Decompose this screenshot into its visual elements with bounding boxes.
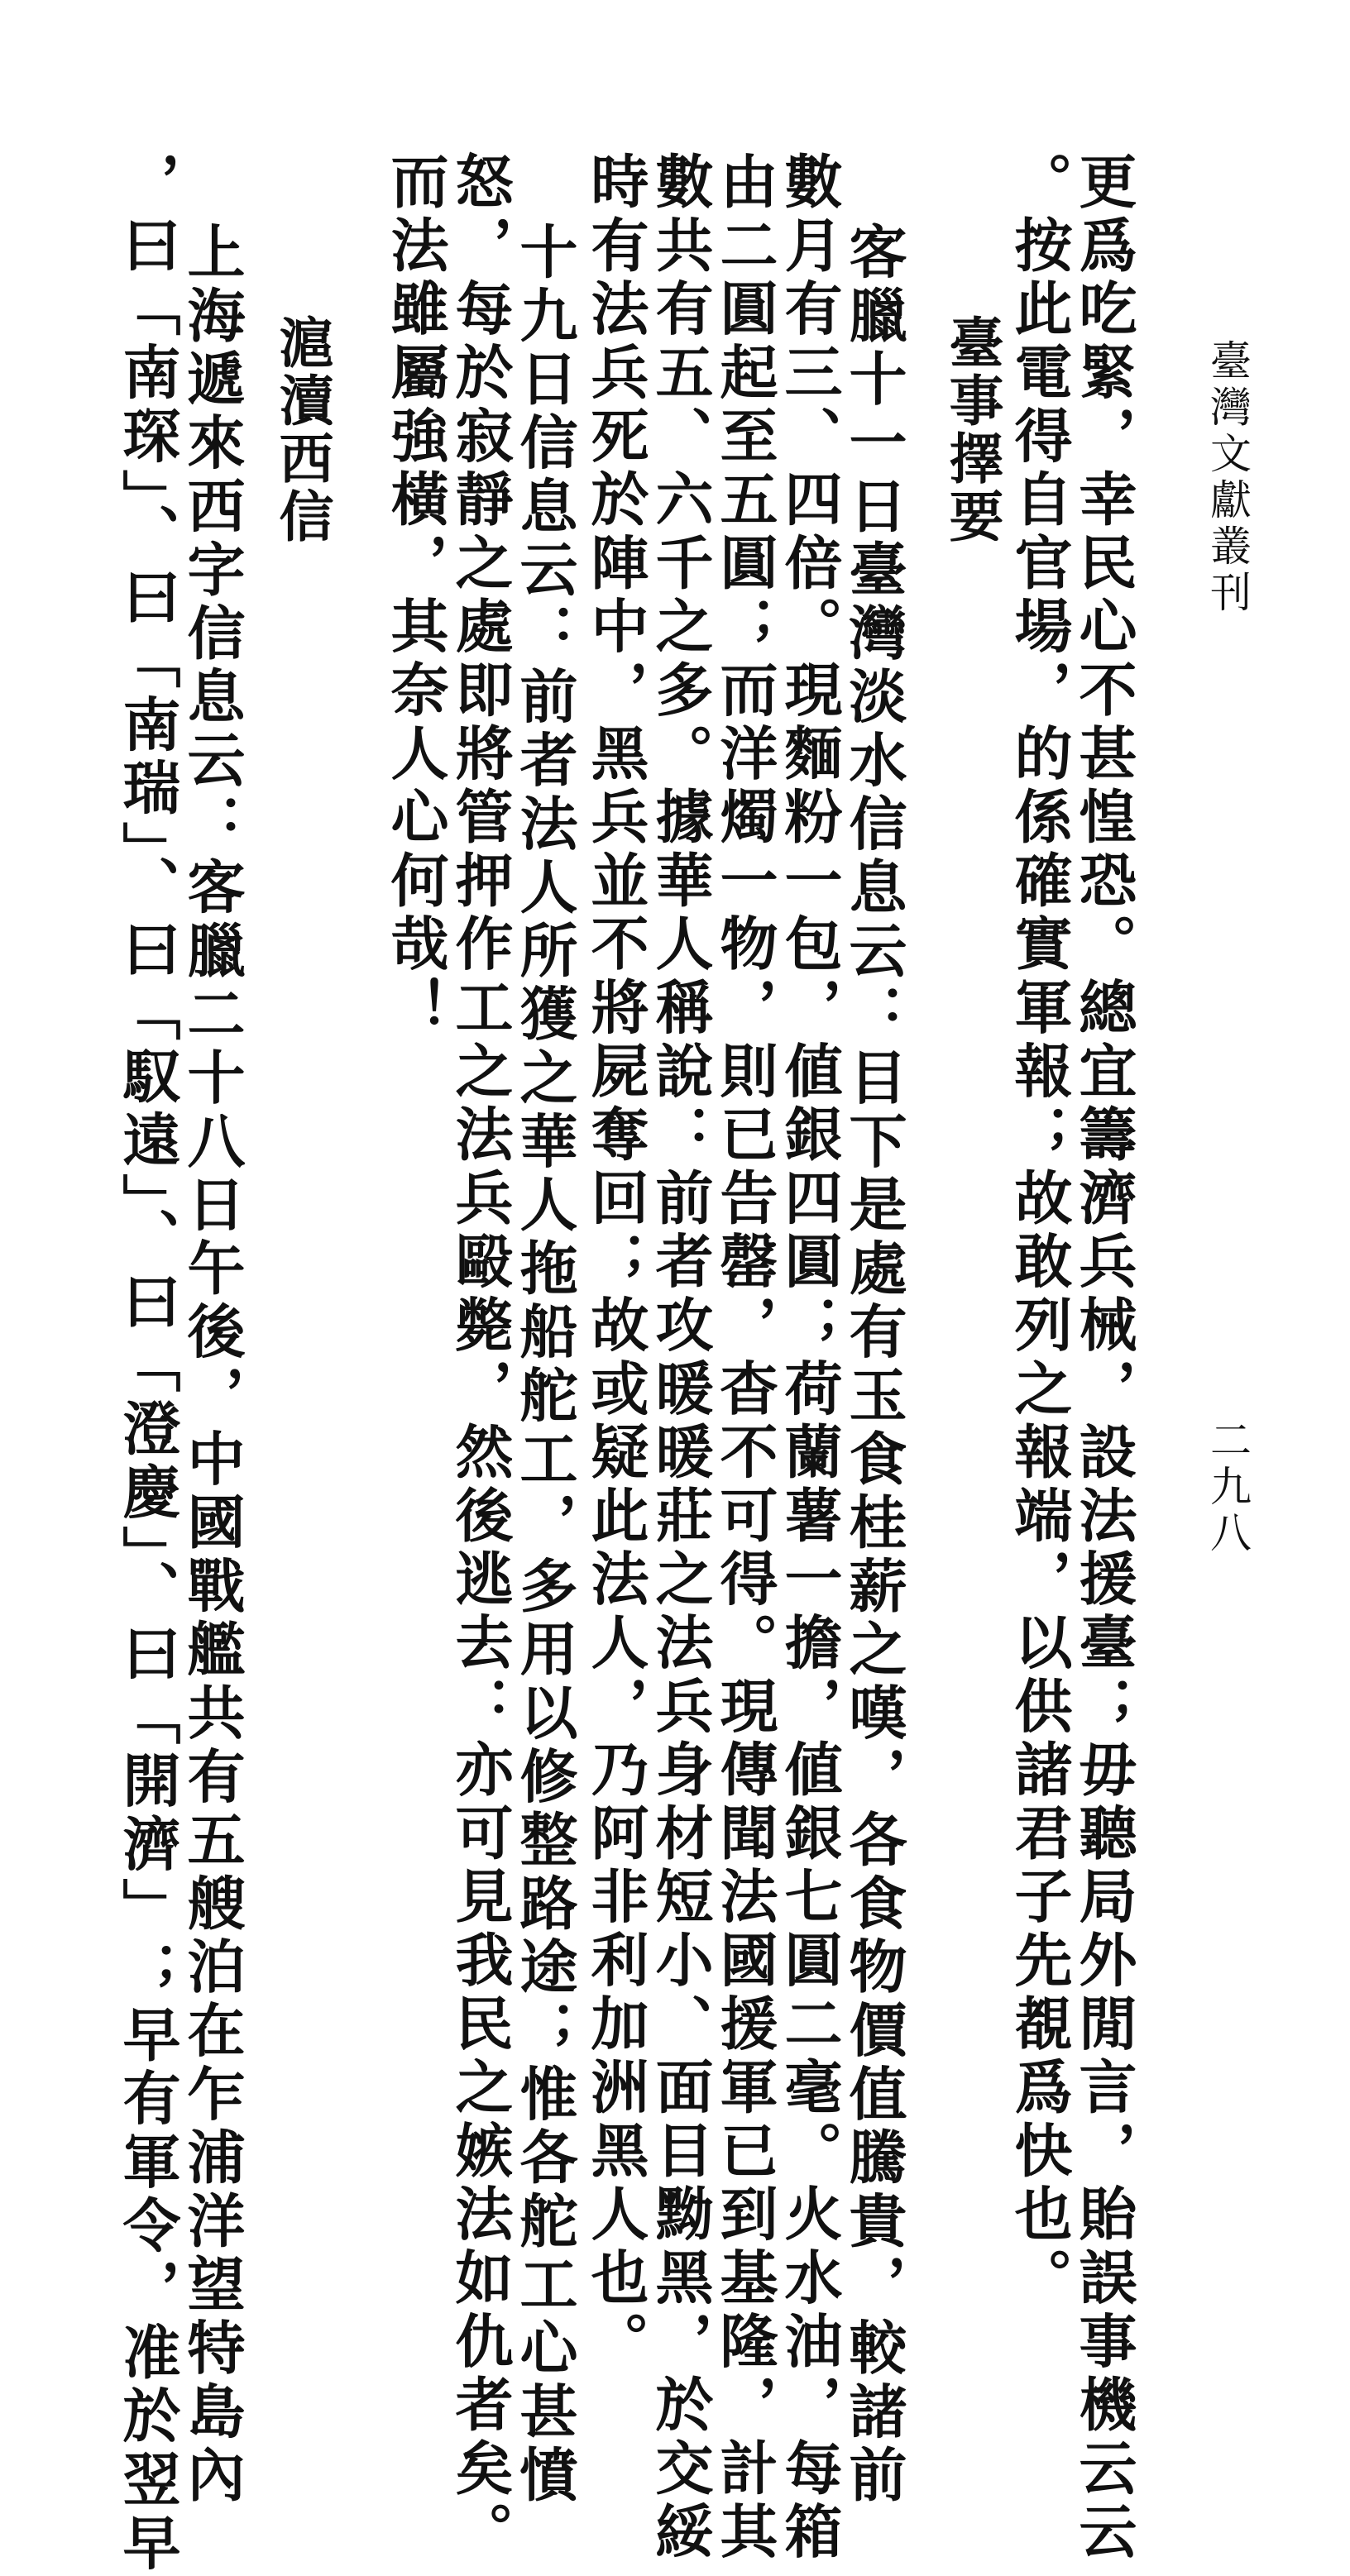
text-column: 更爲吃緊，幸民心不甚惶恐。總宜籌濟兵械，設法援臺；毋聽局外閒言，貽誤事機云云 <box>1070 151 1138 2565</box>
text-column: 數共有五、六千之多。據華人稱說：前者攻暖暖莊之法兵身材短小、面目黝黑，於交綏 <box>646 151 715 2565</box>
section-heading: 滬瀆西信 <box>270 314 334 546</box>
section-heading: 臺事擇要 <box>940 314 1004 546</box>
text-column: 上海遞來西字信息云：客臘二十八日午後，中國戰艦共有五艘泊在乍浦洋望特島內 <box>178 222 247 2508</box>
running-title: 臺灣文獻叢刊 <box>1204 339 1252 617</box>
text-column: 時有法兵死於陣中，黑兵並不將屍奪回；故或疑此法人，乃阿非利加洲黑人也。 <box>582 151 650 2374</box>
text-column: 客臘十一日臺灣淡水信息云：目下是處有玉食桂薪之嘆，各食物價值騰貴，較諸前 <box>840 222 908 2508</box>
text-column: 十九日信息云：前者法人所獲之華人拖船舵工，多用以修整路途；惟各舵工心甚憤 <box>510 222 579 2508</box>
text-column: 數月有三、四倍。現麵粉一包，値銀四圓；荷蘭薯一擔，値銀七圓二毫。火水油，每箱 <box>775 151 844 2565</box>
text-column: 而法雖屬強橫，其奈人心何哉！ <box>381 151 450 1041</box>
text-column: ，曰「南琛」、曰「南瑞」、曰「馭遠」、曰「澄慶」、曰「開濟」；早有軍令，准於翌早 <box>113 151 182 2576</box>
text-column: 由二圓起至五圓；而洋燭一物，則已告罄，杳不可得。現傳聞法國援軍已到基隆，計其 <box>711 151 779 2565</box>
text-column: 怒，每於寂靜之處即將管押作工之法兵毆斃，然後逃去：亦可見我民之嫉法如仇者矣。 <box>446 151 515 2565</box>
page-number: 二九八 <box>1204 1418 1252 1557</box>
text-column: 。按此電得自官場，的係確實軍報；故敢列之報端，以供諸君子先覩爲快也。 <box>1005 151 1074 2311</box>
